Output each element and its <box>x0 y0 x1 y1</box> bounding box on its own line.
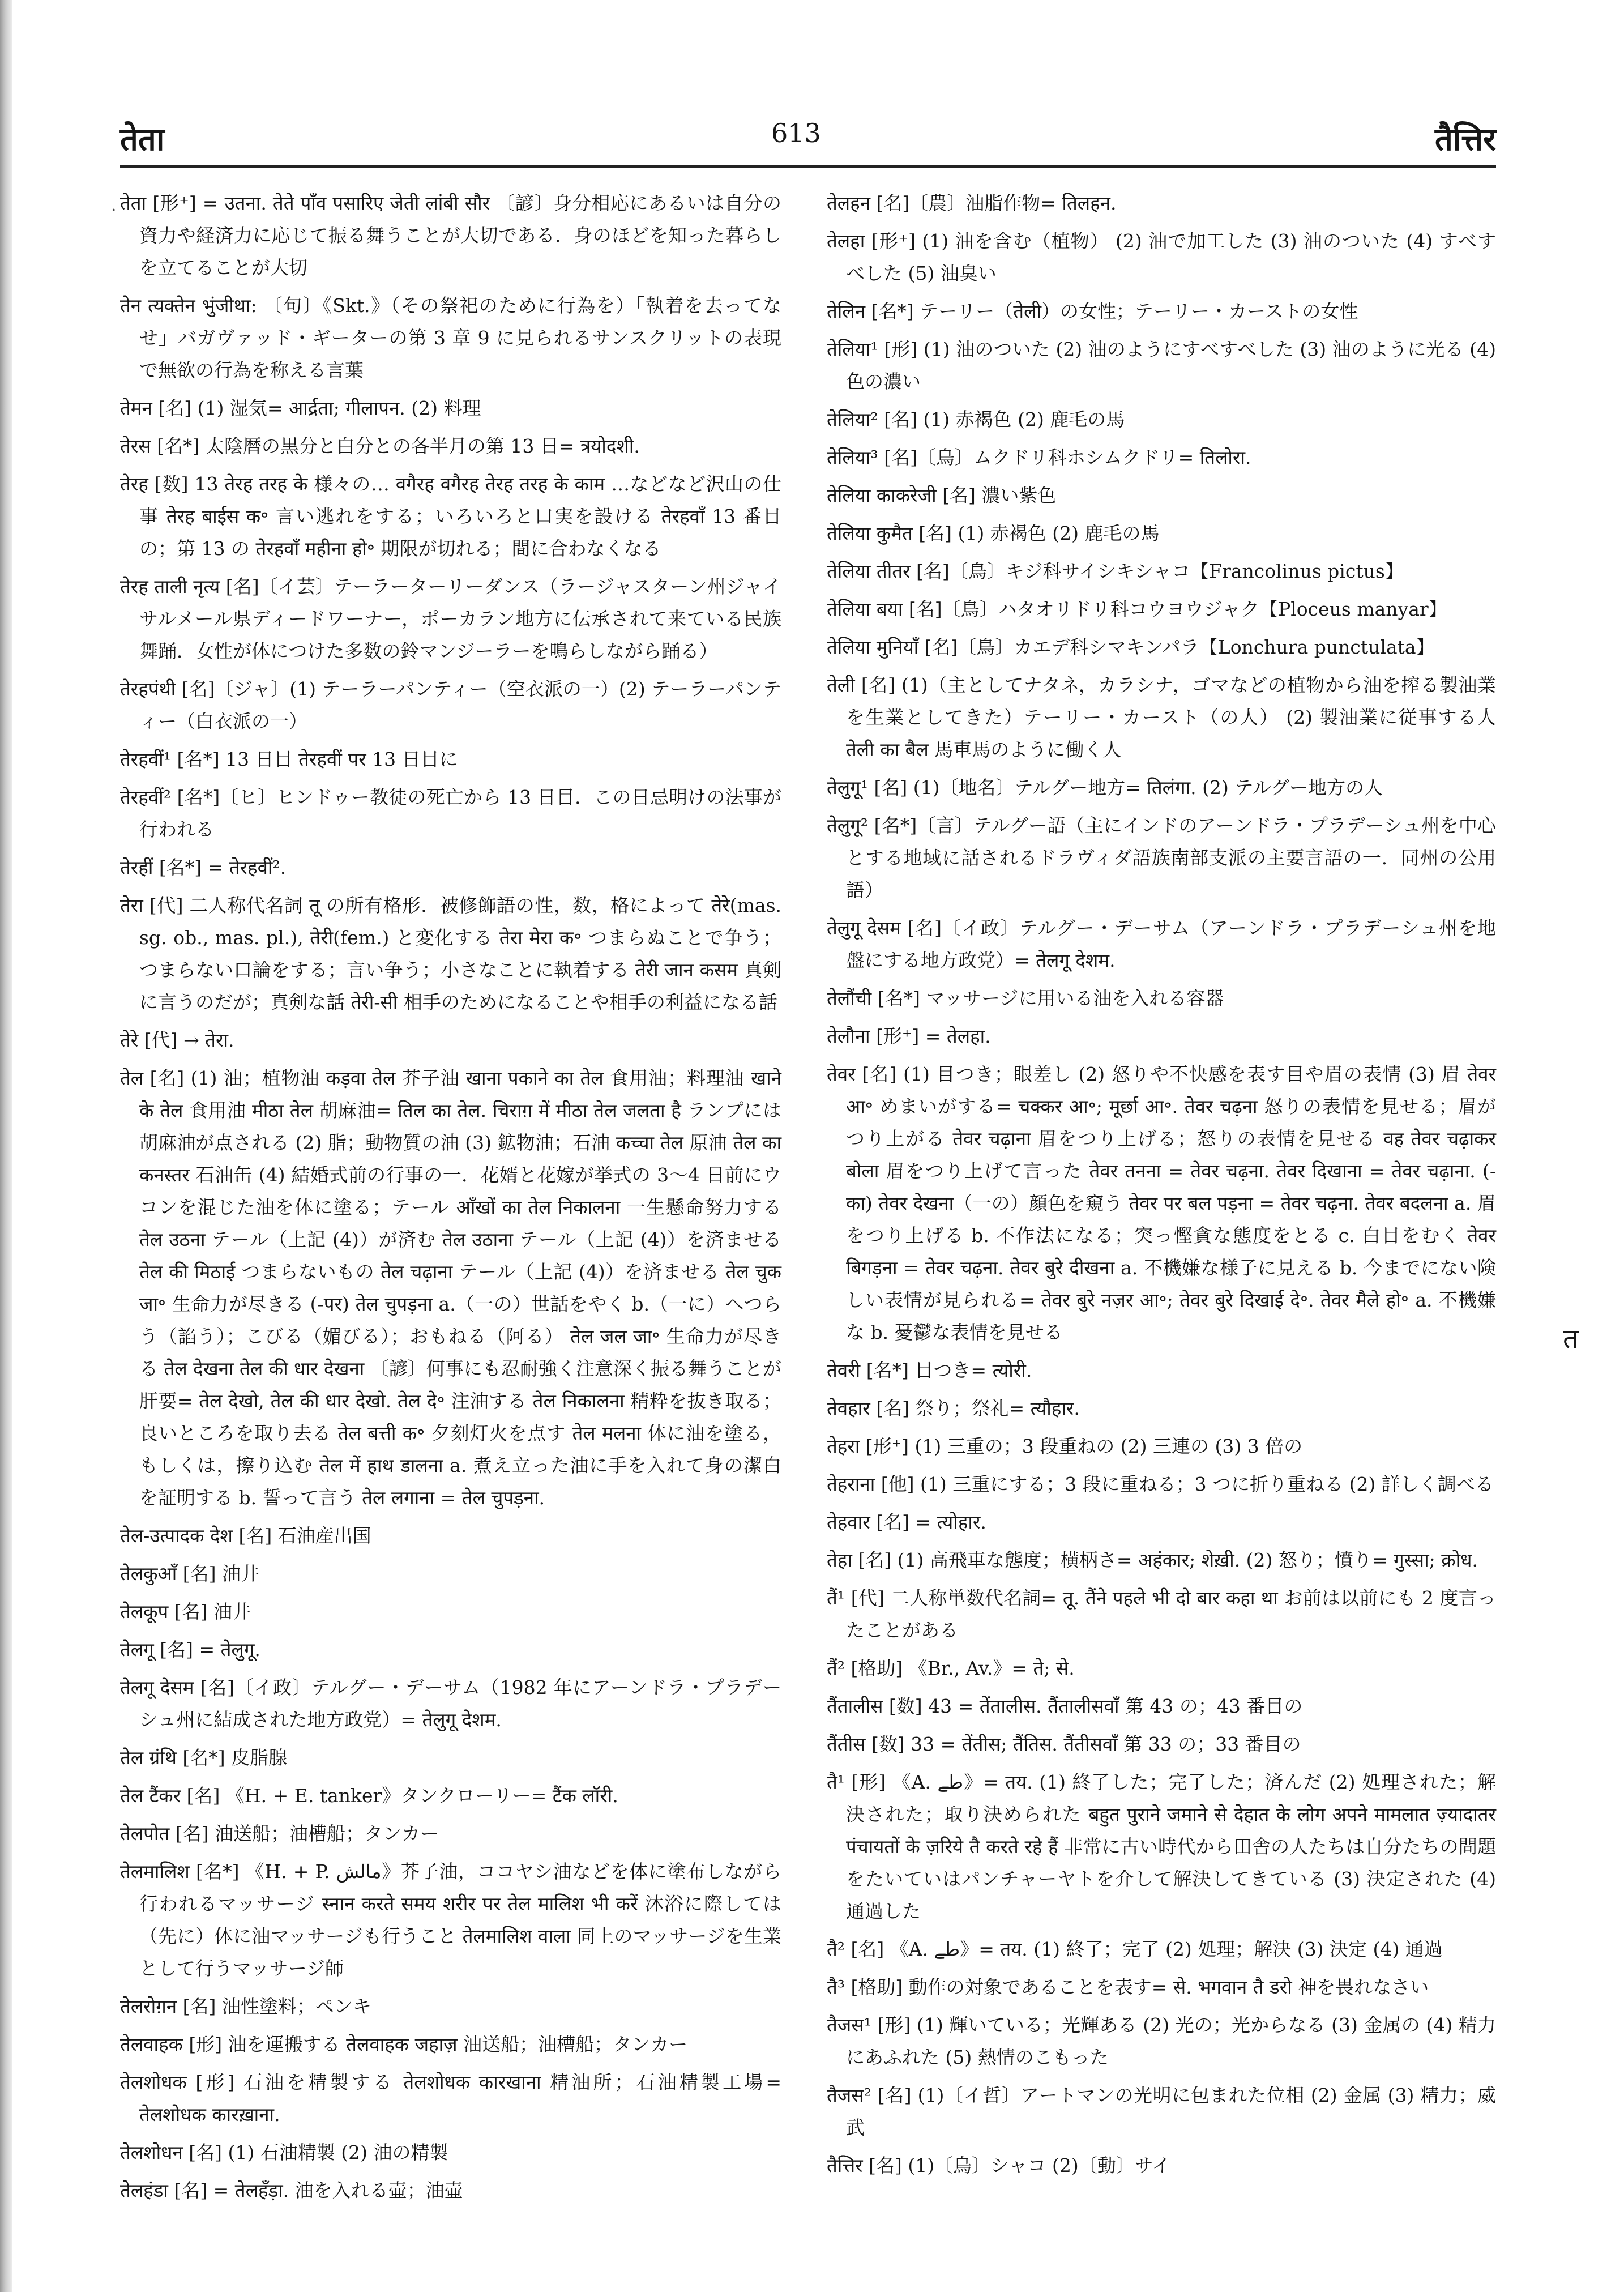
left-guide-word: तेता <box>120 121 165 158</box>
dictionary-entry: तेलौंची [名*] マッサージに用いる油を入れる容器 <box>827 987 1224 1009</box>
dictionary-entry: तेलुगू देसम [名]〔イ政〕テルグー・デーサム（アーンドラ・プラデーシュ州を地盤にする地方政党）= तेलगू देशम. <box>827 917 1496 971</box>
dictionary-entry: तेवरी [名*] 目つき= त्योरी. <box>827 1359 1032 1381</box>
dictionary-entry: तैंतालीस [数] 43 = तेंतालीस. तैंतालीसवाँ 第 43 の；43 番目の <box>827 1695 1303 1717</box>
dictionary-entry: तेवर [名] (1) 目つき；眼差し (2) 怒りや不快感を表す目や眉の表情 (3) 眉 तेवर आ॰ めまいがする= चक्कर आ॰; मूर्छा आ॰. तेवर चढ़ना 怒りの表情を見せる；眉がつり上がる तेवर चढ़ाना 眉をつり上げる；怒りの表情を見せる वह तेवर चढ़ाकर बोला 眉をつり上げて言った तेवर तनना = तेवर चढ़ना. तेवर दिखाना = तेवर चढ़ाना. (-का) तेवर देखना（一の）顔色を窺う तेवर पर बल पड़ना = तेवर चढ़ना. तेवर बदलना a. 眉をつり上げる b. 不作法になる；突っ慳貪な態度をとる c. 白目をむく तेवर बिगड़ना = तेवर चढ़ना. तेवर बुरे दीखना a. 不機嫌な様子に見える b. 今までにない険しい表情が見られる= तेवर बुरे नज़र आ॰; तेवर बुरे दिखाई दे॰. तेवर मैले हो॰ a. 不機嫌な b. 憂鬱な表情を見せる <box>827 1063 1497 1343</box>
dictionary-entry: तेरहवीं¹ [名*] 13 日目 तेरहवीं पर 13 日目に <box>120 748 458 770</box>
dictionary-entry: तै² [名] 《A. طے》= तय. (1) 終了；完了 (2) 処理；解決 (3) 決定 (4) 通過 <box>827 1938 1443 1960</box>
dictionary-entry: तेलशोधक [形] 石油を精製する तेलशोधक कारखाना 精油所；石油精製工場= तेलशोधक कारख़ाना. <box>120 2071 781 2125</box>
dictionary-entry: तैजस¹ [形] (1) 輝いている；光輝ある (2) 光の；光からなる (3) 金属の (4) 精力にあふれた (5) 熱情のこもった <box>827 2014 1496 2068</box>
margin-tick: · <box>111 200 117 220</box>
dictionary-entry: तेवहार [名] 祭り；祭礼= त्यौहार. <box>827 1397 1080 1419</box>
right-guide-word: तैत्तिर <box>1434 121 1496 158</box>
right-column <box>827 187 1496 2187</box>
dictionary-entry: तेरहपंथी [名]〔ジャ〕(1) テーラーパンティー（空衣派の一）(2) テーラーパンティー（白衣派の一） <box>120 678 781 732</box>
dictionary-entry: तै¹ [形] 《A. طے》= तय. (1) 終了した；完了した；済んだ (2) 処理された；解決された；取り決められた बहुत पुराने जमाने से देहात के लोग अपने मामलात ज़्यादातर पंचायतों के ज़रिये तै करते रहे हैं 非常に古い時代から田舎の人たちは自分たちの問題をたいていはパンチャーヤトを介して解決してきている (3) 決定された (4) 通過した <box>827 1771 1496 1922</box>
dictionary-entry: तेलरोग़न [名] 油性塗料；ペンキ <box>120 1995 371 2017</box>
dictionary-entry: तेरह [数] 13 तेरह तरह के 様々の… वगैरह वगैरह तेरह तरह के काम …などなど沢山の仕事 तेरह बाईस क॰ 言い逃れをする；いろいろと口実を設ける तेरहवाँ 13 番目の；第 13 の तेरहवाँ महीना हो॰ 期限が切れる；間に合わなくなる <box>120 473 781 560</box>
dictionary-entry: तेलिया कुमैत [名] (1) 赤褐色 (2) 鹿毛の馬 <box>827 522 1160 544</box>
dictionary-entry: तेरह ताली नृत्य [名]〔イ芸〕テーラーターリーダンス（ラージャスターン州ジャイサルメール県ディードワーナー，ポーカラン地方に伝承されて来ている民族舞踊．女性が体につけた多数の鈴マンジーラーを鳴らしながら踊る） <box>120 575 781 662</box>
section-thumb-tab: त <box>1563 1323 1579 1355</box>
dictionary-entry: तेलहन [名]〔農〕油脂作物= तिलहन. <box>827 192 1117 214</box>
dictionary-entry: तेरस [名*] 太陰暦の黒分と白分との各半月の第 13 日= त्रयोदशी. <box>120 435 640 457</box>
dictionary-entry: तेरा [代] 二人称代名詞 तू の所有格形．被修飾語の性，数，格によって तेरे(mas. sg. ob., mas. pl.), तेरी(fem.) と変化する तेरा मेरा क॰ つまらぬことで争う；つまらない口論をする；言い争う；小さなことに執着する तेरी जान कसम 真剣に言うのだが；真剣な話 तेरी-सी 相手のためになることや相手の利益になる話 <box>120 894 781 1013</box>
dictionary-entry: तेहराना [他] (1) 三重にする；3 段に重ねる；3 つに折り重ねる (2) 詳しく調べる <box>827 1473 1494 1495</box>
dictionary-entry: तेलौना [形⁺] = तेलहा. <box>827 1025 991 1047</box>
dictionary-entry: तेमन [名] (1) 湿気= आर्द्रता; गीलापन. (2) 料理 <box>120 397 481 419</box>
dictionary-entry: तेलकूप [名] 油井 <box>120 1600 251 1623</box>
dictionary-entry: तैं¹ [代] 二人称単数代名詞= तू. तैंने पहले भी दो बार कहा था お前は以前にも 2 度言ったことがある <box>827 1587 1496 1641</box>
dictionary-entry: तेल [名] (1) 油；植物油 कड़वा तेल 芥子油 खाना पकाने का तेल 食用油；料理油 खाने के तेल 食用油 मीठा तेल 胡麻油= तिल का तेल. चिराग़ में मीठा तेल जलता है ランプには胡麻油が点される (2) 脂；動物質の油 (3) 鉱物油；石油 कच्चा तेल 原油 तेल का कनस्तर 石油缶 (4) 結婚式前の行事の一．花婿と花嫁が挙式の 3〜4 日前にウコンを混じた油を体に塗る；テール आँखों का तेल निकालना 一生懸命努力する तेल उठना テール（上記 (4)）が済む तेल उठाना テール（上記 (4)）を済ませる तेल की मिठाई つまらないもの तेल चढ़ाना テール（上記 (4)）を済ませる तेल चुक जा॰ 生命力が尽きる (-पर) तेल चुपड़ना a.（一の）世話をやく b.（一に）へつらう（諂う）；こびる（媚びる）；おもねる（阿る） तेल जल जा॰ 生命力が尽きる तेल देखना तेल की धार देखना 〔諺〕何事にも忍耐強く注意深く振る舞うことが肝要= तेल देखो, तेल की धार देखो. तेल दे॰ 注油する तेल निकालना 精粋を抜き取る；良いところを取り去る तेल बत्ती क॰ 夕刻灯火を点す तेल मलना 体に油を塗る，もしくは，擦り込む तेल में हाथ डालना a. 煮え立った油に手を入れて身の潔白を証明する b. 誓って言う तेल लगाना = तेल चुपड़ना. <box>120 1067 781 1509</box>
dictionary-entry: तेरे [代] → तेरा. <box>120 1029 234 1051</box>
dictionary-entry: तेल-उत्पादक देश [名] 石油産出国 <box>120 1525 371 1547</box>
dictionary-entry: तेलशोधन [名] (1) 石油精製 (2) 油の精製 <box>120 2141 448 2163</box>
dictionary-entry: तेलिया¹ [形] (1) 油のついた (2) 油のようにすべすべした (3) 油のように光る (4) 色の濃い <box>827 338 1496 392</box>
dictionary-entry: तेलमालिश [名*] 《H. + P. مالش》芥子油，ココヤシ油などを体に塗布しながら行われるマッサージ स्नान करते समय शरीर पर तेल मालिश भी करें 沐浴に際しては（先に）体に油マッサージも行うこと तेलमालिश वाला 同上のマッサージを生業として行うマッサージ師 <box>120 1860 782 1979</box>
dictionary-entry: तेरहीं [名*] = तेरहवीं². <box>120 856 287 878</box>
header-rule <box>120 165 1496 168</box>
dictionary-entry: तेलिया² [名] (1) 赤褐色 (2) 鹿毛の馬 <box>827 408 1125 430</box>
dictionary-entry: तेहा [名] (1) 高飛車な態度；横柄さ= अहंकार; शेख़ी. (2) 怒り；憤り= गुस्सा; क्रोध. <box>827 1549 1478 1571</box>
dictionary-entry: तेल ग्रंथि [名*] 皮脂腺 <box>120 1747 288 1769</box>
dictionary-entry: तेलिया बया [名]〔鳥〕ハタオリドリ科コウヨウジャク【Ploceus manyar】 <box>827 598 1447 620</box>
dictionary-entry: तैं² [格助] 《Br., Av.》= ते; से. <box>827 1657 1075 1679</box>
dictionary-entry: तेलगू [名] = तेलुगू. <box>120 1638 260 1661</box>
dictionary-entry: तैंतीस [数] 33 = तेंतीस; तैंतिस. तैंतीसवाँ 第 33 の；33 番目の <box>827 1733 1301 1755</box>
dictionary-entry: तेलुगू² [名*]〔言〕テルグー語（主にインドのアーンドラ・プラデーシュ州を中心とする地域に話されるドラヴィダ語族南部支派の主要言語の一．同州の公用語） <box>827 814 1496 901</box>
dictionary-entry: तेलिया तीतर [名]〔鳥〕キジ科サイシキシャコ【Francolinus pictus】 <box>827 560 1404 582</box>
dictionary-entry: तेलवाहक [形] 油を運搬する तेलवाहक जहाज़ 油送船；油槽船；タンカー <box>120 2033 688 2055</box>
dictionary-entry: तेन त्यक्तेन भुंजीथा: 〔句〕《Skt.》（その祭祀のために行為を）「執着を去ってなせ」バガヴァッド・ギーターの第 3 章 9 に見られるサンスクリットの表現で無欲の行為を称える言葉 <box>120 294 781 381</box>
scan-edge-shadow <box>0 0 12 2292</box>
dictionary-entry: तै³ [格助] 動作の対象であることを表す= से. भगवान तै डरो 神を畏れなさい <box>827 1976 1429 1998</box>
dictionary-entry: तेलिया काकरेजी [名] 濃い紫色 <box>827 484 1057 506</box>
dictionary-entry: तेलिन [名*] テーリー（तेली）の女性；テーリー・カーストの女性 <box>827 300 1358 322</box>
dictionary-entry: तैजस² [名] (1)〔イ哲〕アートマンの光明に包まれた位相 (2) 金属 (3) 精力；威武 <box>827 2084 1496 2139</box>
dictionary-entry: तेलकुआँ [名] 油井 <box>120 1563 259 1585</box>
dictionary-entry: तेरहवीं² [名*]〔ヒ〕ヒンドゥー教徒の死亡から 13 日目．この日忌明けの法事が行われる <box>120 786 781 840</box>
dictionary-entry: तेहवार [名] = त्योहार. <box>827 1511 986 1533</box>
dictionary-entry: तेलहा [形⁺] (1) 油を含む（植物） (2) 油で加工した (3) 油のついた (4) すべすべした (5) 油臭い <box>827 230 1496 284</box>
dictionary-entry: तेता [形⁺] = उतना. तेते पाँव पसारिए जेती लांबी सौर 〔諺〕身分相応にあるいは自分の資力や経済力に応じて振る舞うことが大切である．身のほどを知った暮らしを立てることが大切 <box>120 192 782 279</box>
dictionary-entry: तेल टैंकर [名] 《H. + E. tanker》タンクローリー= टैंक लॉरी. <box>120 1785 618 1807</box>
dictionary-entry: तैत्तिर [名] (1)〔鳥〕シャコ (2)〔動〕サイ <box>827 2154 1171 2176</box>
dictionary-entry: तेलपोत [名] 油送船；油槽船；タンカー <box>120 1822 439 1845</box>
dictionary-entry: तेलिया मुनियाँ [名]〔鳥〕カエデ科シマキンパラ【Lonchura punctulata】 <box>827 636 1435 658</box>
dictionary-entry: तेलिया³ [名]〔鳥〕ムクドリ科ホシムクドリ= तिलोरा. <box>827 446 1251 468</box>
page-header <box>120 111 1496 156</box>
dictionary-entry: तेलगू देसम [名]〔イ政〕テルグー・デーサム（1982 年にアーンドラ・プラデーシュ州に結成された地方政党）= तेलुगू देशम. <box>120 1676 781 1731</box>
dictionary-entry: तेलहंडा [名] = तेलहँड़ा. 油を入れる壷；油壷 <box>120 2179 463 2201</box>
left-column <box>120 187 781 2212</box>
page-number: 613 <box>771 118 821 148</box>
dictionary-entry: तेली [名] (1)（主としてナタネ，カラシナ，ゴマなどの植物から油を搾る製油業を生業としてきた）テーリー・カースト（の人） (2) 製油業に従事する人 तेली का बैल 馬車馬のように働く人 <box>827 674 1496 761</box>
dictionary-entry: तेहरा [形⁺] (1) 三重の；3 段重ねの (2) 三連の (3) 3 倍の <box>827 1435 1303 1457</box>
dictionary-entry: तेलुगू¹ [名] (1)〔地名〕テルグー地方= तिलंगा. (2) テルグー地方の人 <box>827 776 1383 799</box>
